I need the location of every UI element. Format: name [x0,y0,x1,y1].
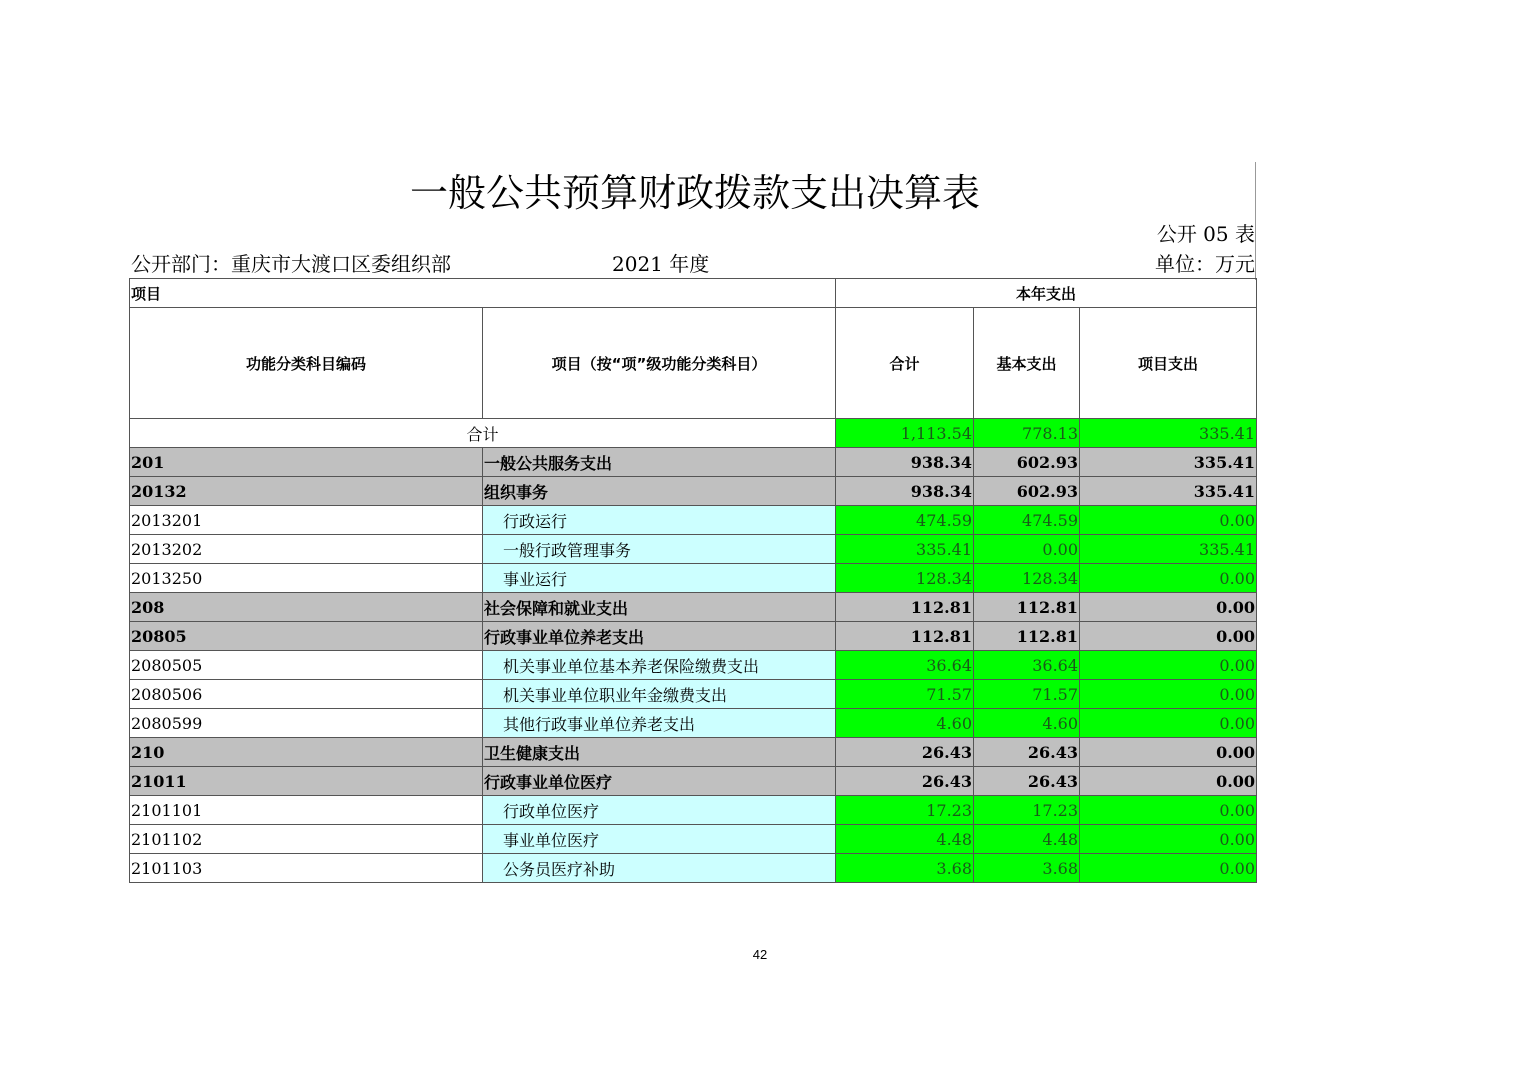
header-total: 合计 [836,308,974,419]
header-row-columns [130,308,1257,419]
table-row [130,593,1257,622]
row-basic: 128.34 [974,564,1080,593]
table-row [130,709,1257,738]
total-row [130,419,1257,448]
table-row [130,477,1257,506]
table-row [130,738,1257,767]
row-project: 0.00 [1080,796,1257,825]
row-project: 0.00 [1080,622,1257,651]
row-code: 2013202 [130,535,483,564]
row-name: 事业运行 [483,564,836,593]
row-name: 一般公共服务支出 [483,448,836,477]
row-name: 社会保障和就业支出 [483,593,836,622]
row-basic: 474.59 [974,506,1080,535]
row-code: 2013250 [130,564,483,593]
row-name: 事业单位医疗 [483,825,836,854]
table-row [130,622,1257,651]
table-row [130,825,1257,854]
row-code: 2080599 [130,709,483,738]
fiscal-year: 2021 年度 [612,252,710,276]
row-project: 0.00 [1080,506,1257,535]
row-code: 2101103 [130,854,483,883]
row-name: 一般行政管理事务 [483,535,836,564]
row-basic: 602.93 [974,477,1080,506]
row-basic: 4.60 [974,709,1080,738]
department-label: 公开部门：重庆市大渡口区委组织部 [131,252,451,276]
table-number: 公开 05 表 [1156,222,1255,246]
header-code: 功能分类科目编码 [130,308,483,419]
row-basic: 36.64 [974,651,1080,680]
row-basic: 3.68 [974,854,1080,883]
table-row [130,535,1257,564]
row-total: 17.23 [836,796,974,825]
row-basic: 26.43 [974,767,1080,796]
row-code: 2101102 [130,825,483,854]
row-code: 20132 [130,477,483,506]
row-total: 938.34 [836,448,974,477]
row-project: 0.00 [1080,593,1257,622]
row-name: 其他行政事业单位养老支出 [483,709,836,738]
row-total: 36.64 [836,651,974,680]
table-row [130,506,1257,535]
page-title: 一般公共预算财政拨款支出决算表 [409,171,980,215]
row-code: 210 [130,738,483,767]
table-row [130,854,1257,883]
table-row [130,564,1257,593]
row-project: 0.00 [1080,854,1257,883]
row-project: 0.00 [1080,825,1257,854]
total-basic: 778.13 [974,419,1080,448]
header-basic: 基本支出 [974,308,1080,419]
total-label: 合计 [130,419,836,448]
row-basic: 26.43 [974,738,1080,767]
row-basic: 112.81 [974,593,1080,622]
row-project: 335.41 [1080,535,1257,564]
unit-label: 单位：万元 [1155,252,1255,276]
row-code: 208 [130,593,483,622]
table-row [130,680,1257,709]
row-code: 21011 [130,767,483,796]
row-project: 0.00 [1080,651,1257,680]
row-name: 公务员医疗补助 [483,854,836,883]
row-project: 335.41 [1080,477,1257,506]
row-code: 20805 [130,622,483,651]
row-total: 3.68 [836,854,974,883]
row-project: 0.00 [1080,738,1257,767]
table-row [130,767,1257,796]
row-code: 2080506 [130,680,483,709]
row-project: 0.00 [1080,680,1257,709]
page-number: 42 [752,947,768,962]
row-total: 112.81 [836,593,974,622]
row-basic: 17.23 [974,796,1080,825]
row-code: 2080505 [130,651,483,680]
row-total: 26.43 [836,767,974,796]
row-name: 行政事业单位医疗 [483,767,836,796]
header-expense-group: 本年支出 [836,279,1257,308]
row-name: 机关事业单位基本养老保险缴费支出 [483,651,836,680]
row-code: 201 [130,448,483,477]
row-project: 0.00 [1080,767,1257,796]
row-total: 128.34 [836,564,974,593]
row-project: 0.00 [1080,564,1257,593]
row-total: 335.41 [836,535,974,564]
header-name: 项目（按“项”级功能分类科目） [483,308,836,419]
row-name: 组织事务 [483,477,836,506]
row-total: 4.48 [836,825,974,854]
header-item-group: 项目 [130,279,836,308]
row-name: 行政运行 [483,506,836,535]
row-name: 机关事业单位职业年金缴费支出 [483,680,836,709]
header-project: 项目支出 [1080,308,1257,419]
table-row [130,651,1257,680]
row-basic: 112.81 [974,622,1080,651]
row-project: 335.41 [1080,448,1257,477]
total-project: 335.41 [1080,419,1257,448]
row-total: 474.59 [836,506,974,535]
row-name: 卫生健康支出 [483,738,836,767]
row-basic: 602.93 [974,448,1080,477]
header-row-group [130,279,1257,308]
row-basic: 4.48 [974,825,1080,854]
row-basic: 0.00 [974,535,1080,564]
row-code: 2013201 [130,506,483,535]
row-total: 71.57 [836,680,974,709]
row-basic: 71.57 [974,680,1080,709]
row-total: 938.34 [836,477,974,506]
expenditure-table [129,278,1257,883]
row-code: 2101101 [130,796,483,825]
row-name: 行政事业单位养老支出 [483,622,836,651]
table-row [130,448,1257,477]
total-total: 1,113.54 [836,419,974,448]
row-total: 26.43 [836,738,974,767]
row-total: 4.60 [836,709,974,738]
row-name: 行政单位医疗 [483,796,836,825]
table-row [130,796,1257,825]
row-total: 112.81 [836,622,974,651]
row-project: 0.00 [1080,709,1257,738]
